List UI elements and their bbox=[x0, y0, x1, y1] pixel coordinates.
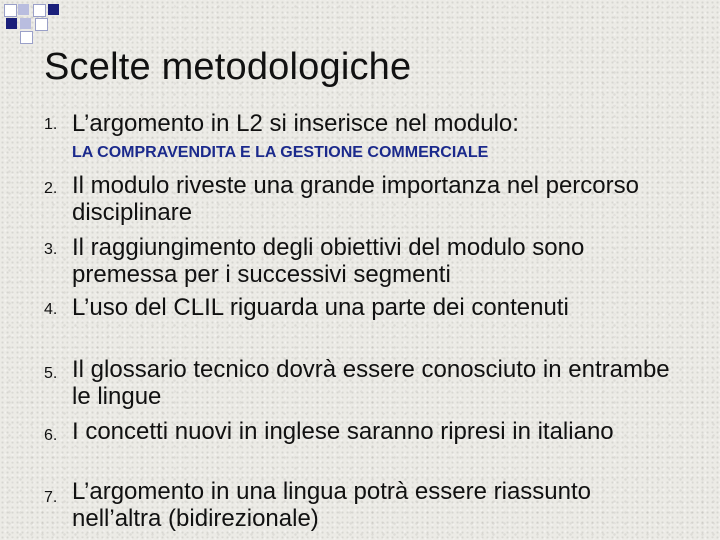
deco-square bbox=[6, 18, 17, 29]
list-text: L’uso del CLIL riguarda una parte dei contenuti bbox=[72, 294, 569, 321]
deco-square bbox=[20, 31, 33, 44]
list-text: L’argomento in una lingua potrà essere riassunto nell’altra (bidirezionale) bbox=[72, 478, 591, 532]
slide-title: Scelte metodologiche bbox=[44, 46, 412, 88]
list-text: L’argomento in L2 si inserisce nel modulo: bbox=[72, 110, 519, 137]
list-number: 4. bbox=[44, 301, 58, 318]
deco-square bbox=[18, 4, 29, 15]
deco-square bbox=[35, 18, 48, 31]
list-text: Il glossario tecnico dovrà essere conosciuto in entrambe le lingue bbox=[72, 356, 670, 410]
corner-decoration bbox=[0, 0, 720, 45]
list-number: 6. bbox=[44, 427, 58, 444]
deco-square bbox=[20, 18, 31, 29]
list-text: Il raggiungimento degli obiettivi del modulo sono premessa per i successivi segmenti bbox=[72, 234, 585, 288]
module-subtitle: LA COMPRAVENDITA E LA GESTIONE COMMERCIALE bbox=[72, 144, 489, 161]
list-number: 1. bbox=[44, 116, 58, 133]
deco-square bbox=[4, 4, 17, 17]
deco-square bbox=[48, 4, 59, 15]
list-number: 3. bbox=[44, 241, 58, 258]
list-number: 2. bbox=[44, 180, 58, 197]
list-number: 7. bbox=[44, 489, 58, 506]
list-text: I concetti nuovi in inglese saranno ripresi in italiano bbox=[72, 418, 614, 445]
deco-square bbox=[33, 4, 46, 17]
list-number: 5. bbox=[44, 365, 58, 382]
list-text: Il modulo riveste una grande importanza nel percorso disciplinare bbox=[72, 172, 639, 226]
